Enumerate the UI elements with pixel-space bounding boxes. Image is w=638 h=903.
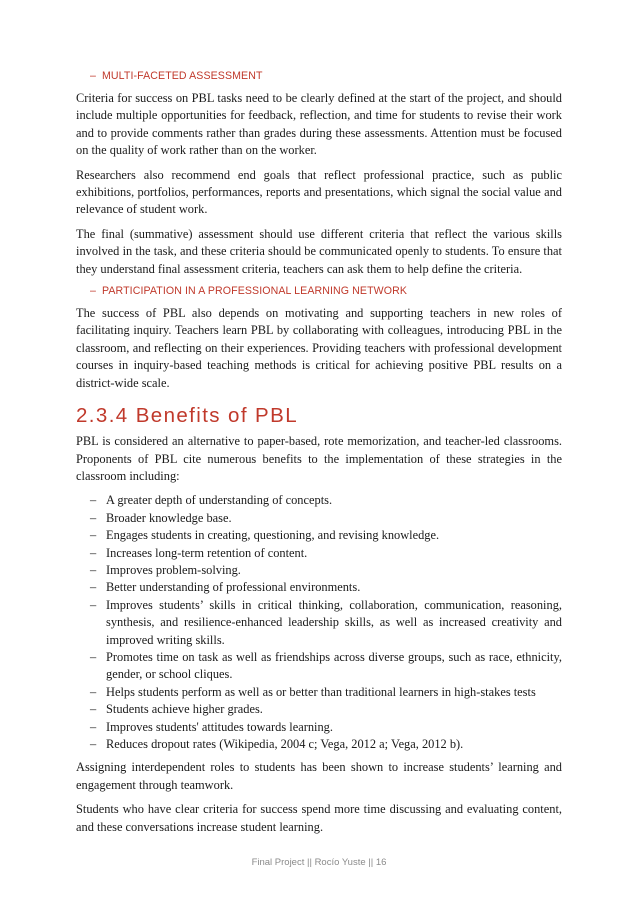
list-item-text: Engages students in creating, questioning, and revising knowledge. [106, 528, 440, 543]
paragraph: Researchers also recommend end goals that reflect professional practice, such as public exhibitions, portfolios, performances, reports and presentations, which signal the social value and relevance of student work. [76, 167, 562, 217]
list-item [76, 736, 562, 753]
list-item [76, 492, 562, 509]
list-item [76, 684, 562, 701]
list-item [76, 562, 562, 579]
paragraph: The final (summative) assessment should use different criteria that reflect the various skills involved in the task, and these criteria should be communicated openly to students. To ensure that they understand final assessment criteria, teachers can ask them to help define the criteria. [76, 226, 562, 276]
dash-bullet: – [90, 493, 97, 508]
dash-bullet: – [90, 545, 97, 560]
paragraph-intro: PBL is considered an alternative to paper-based, rote memorization, and teacher-led classrooms. Proponents of PBL cite numerous benefits to the implementation of these strategies in the classroom including: [76, 434, 562, 483]
dash-bullet: – [90, 719, 97, 734]
list-item [76, 527, 562, 544]
dash-bullet: – [90, 684, 97, 699]
benefits-list [76, 492, 562, 753]
list-item [76, 545, 562, 562]
subheading-text: MULTI-FACETED ASSESSMENT [102, 70, 263, 82]
list-item [76, 719, 562, 736]
list-item [76, 701, 562, 718]
dash-bullet: – [90, 70, 96, 82]
list-item-text: Improves students' attitudes towards learning. [106, 719, 333, 734]
dash-bullet: – [90, 649, 97, 664]
dash-bullet: – [90, 510, 97, 525]
section-title-benefits: 2.3.4 Benefits of PBL [76, 404, 298, 428]
dash-bullet: – [90, 737, 97, 751]
list-item-text: Reduces dropout rates (Wikipedia, 2004 c; Vega, 2012 a; Vega, 2012 b). [106, 737, 464, 751]
dash-bullet: – [90, 562, 97, 577]
paragraph: The success of PBL also depends on motivating and supporting teachers in new roles of facilitating inquiry. Teachers learn PBL by collaborating with colleagues, introducing PBL in the classroom, and reflecting on their experiences. Providing teachers with professional development courses in inquiry-based teaching methods is critical for achieving positive PBL results on a district-wide scale. [76, 306, 562, 390]
subheading-professional-learning-network [90, 285, 562, 297]
list-item-text: Broader knowledge base. [106, 510, 232, 525]
dash-bullet: – [90, 285, 96, 298]
list-item [76, 579, 562, 596]
subheading-text: PARTICIPATION IN A PROFESSIONAL LEARNING NETWORK [102, 285, 408, 298]
paragraph: Students who have clear criteria for success spend more time discussing and evaluating content, and these conversations increase student learning. [76, 802, 562, 834]
dash-bullet: – [90, 528, 97, 543]
paragraph: Criteria for success on PBL tasks need to be clearly defined at the start of the project, and should include multiple opportunities for feedback, reflection, and time for students to revise their work and to provide comments rather than grades during these assessments. Attention must be focused on the quality of work rather than on the worker. [76, 91, 562, 158]
list-item-text: Promotes time on task as well as friendships across diverse groups, such as race, ethnicity, gender, or school cliques. [106, 649, 562, 682]
list-item [76, 510, 562, 527]
list-item-text: Helps students perform as well as or better than traditional learners in high-stakes tests [106, 684, 536, 699]
list-item-text: Improves problem-solving. [106, 562, 241, 577]
paragraph: Assigning interdependent roles to students has been shown to increase students’ learning and engagement through teamwork. [76, 760, 562, 792]
list-item-text: Better understanding of professional environments. [106, 580, 361, 595]
dash-bullet: – [90, 597, 97, 612]
page-footer: Final Project || Rocío Yuste || 16 [251, 857, 387, 868]
dash-bullet: – [90, 702, 97, 717]
list-item-text: A greater depth of understanding of concepts. [106, 493, 333, 508]
list-item-text: Increases long-term retention of content. [106, 545, 308, 560]
dash-bullet: – [90, 580, 97, 595]
list-item-text: Students achieve higher grades. [106, 702, 263, 717]
list-item [76, 597, 562, 649]
list-item [76, 649, 562, 684]
subheading-multi-faceted-assessment [90, 70, 562, 82]
document-page [76, 70, 562, 843]
list-item-text: Improves students’ skills in critical thinking, collaboration, communication, reasoning, synthesis, and resilience-enhanced leadership skills, as well as increased creativity and improved writing skills. [106, 597, 562, 647]
